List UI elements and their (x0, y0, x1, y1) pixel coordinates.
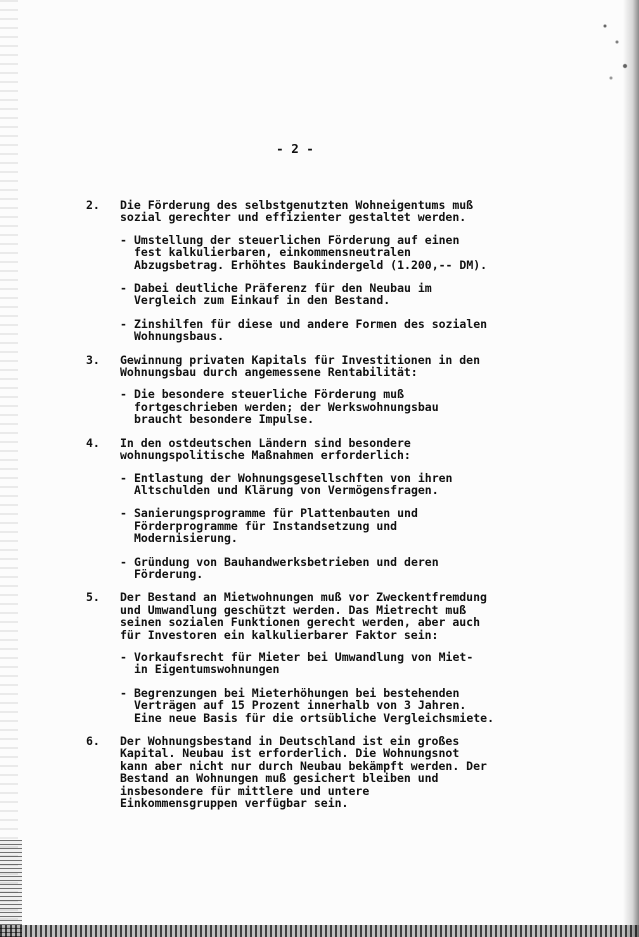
numbered-item (86, 354, 526, 426)
sub-item-text: Dabei deutliche Präferenz für den Neubau im Vergleich zum Einkauf in den Bestand. (134, 281, 432, 308)
item-number: 5. (86, 590, 100, 605)
item-text: Der Bestand an Mietwohnungen muß vor Zweckentfremdung und Umwandlung geschützt werden. Das Mietrecht muß seinen sozialen Funktionen gerecht werden, aber auch für Investoren ein kalkulierbarer Faktor sein: (120, 590, 487, 642)
dash-bullet: - (120, 649, 127, 664)
dash-bullet: - (120, 470, 127, 485)
numbered-item (86, 437, 526, 581)
sub-item-text: Zinshilfen für diese und andere Formen des sozialen Wohnungsbaus. (134, 316, 488, 344)
dash-bullet: - (120, 281, 127, 296)
scan-speckles (593, 10, 633, 90)
item-text: In den ostdeutschen Ländern sind besondere wohnungspolitische Maßnahmen erforderlich: (120, 435, 411, 463)
item-body (120, 354, 526, 426)
sub-item (120, 388, 526, 425)
dash-bullet: - (120, 232, 127, 247)
item-body (120, 199, 526, 343)
sub-item (120, 318, 526, 343)
sub-item-text: Umstellung der steuerlichen Förderung auf einen fest kalkulierbaren, einkommensneutralen Abzugsbetrag. Erhöhtes Baukindergeld (1.200,-- DM). (134, 232, 488, 272)
item-number: 3. (86, 352, 100, 367)
scan-edge-right (623, 0, 639, 937)
sub-item (120, 687, 526, 724)
dash-bullet: - (120, 316, 127, 331)
numbered-item (86, 591, 526, 724)
dash-bullet: - (120, 685, 127, 700)
dash-bullet: - (120, 554, 127, 569)
sub-item (120, 282, 526, 307)
sub-item (120, 556, 526, 581)
item-text: Die Förderung des selbstgenutzten Wohneigentums muß sozial gerechter und effizienter gestaltet werden. (120, 198, 474, 225)
sub-item-text: Die besondere steuerliche Förderung muß fortgeschrieben werden; der Werkswohnungsbau braucht besondere Impulse. (134, 387, 439, 427)
page-number: - 2 - (276, 141, 314, 156)
sub-item (120, 472, 526, 497)
item-text: Gewinnung privaten Kapitals für Investitionen in den Wohnungsbau durch angemessene Rentabilität: (120, 352, 481, 380)
sub-item-text: Vorkaufsrecht für Mieter bei Umwandlung von Miet- in Eigentumswohnungen (134, 649, 474, 677)
sub-item-text: Gründung von Bauhandwerksbetrieben und deren Förderung. (134, 554, 439, 581)
item-number: 4. (86, 435, 100, 450)
sub-item-text: Begrenzungen bei Mieterhöhungen bei bestehenden Verträgen auf 15 Prozent innerhalb von 3 Jahren. Eine neue Basis für die ortsübliche Vergleichsmiete. (134, 685, 495, 725)
sub-item-text: Sanierungsprogramme für Plattenbauten und Förderprogramme für Instandsetzung und Modernisierung. (134, 506, 418, 546)
sub-item (120, 507, 526, 544)
item-body (120, 735, 526, 809)
item-body (120, 591, 526, 724)
scan-edge-left-dark (0, 840, 22, 937)
item-number: 6. (86, 734, 100, 748)
document-body (86, 199, 526, 820)
scan-edge-bottom (0, 925, 639, 937)
item-number: 2. (86, 198, 100, 212)
numbered-item (86, 735, 526, 809)
item-text: Der Wohnungsbestand in Deutschland ist ein großes Kapital. Neubau ist erforderlich. Die Wohnungsnot kann aber nicht nur durch Neubau bekämpft werden. Der Bestand an Wohnungen muß gesichert bleiben und insbesondere für mittlere und untere Einkommensgruppen verfügbar sein. (120, 734, 487, 811)
sub-item (120, 234, 526, 271)
numbered-item (86, 199, 526, 343)
sub-item (120, 651, 526, 676)
sub-item-text: Entlastung der Wohnungsgesellschften von ihren Altschulden und Klärung von Vermögensfragen. (134, 470, 453, 497)
dash-bullet: - (120, 506, 127, 521)
dash-bullet: - (120, 387, 127, 402)
item-body (120, 437, 526, 581)
